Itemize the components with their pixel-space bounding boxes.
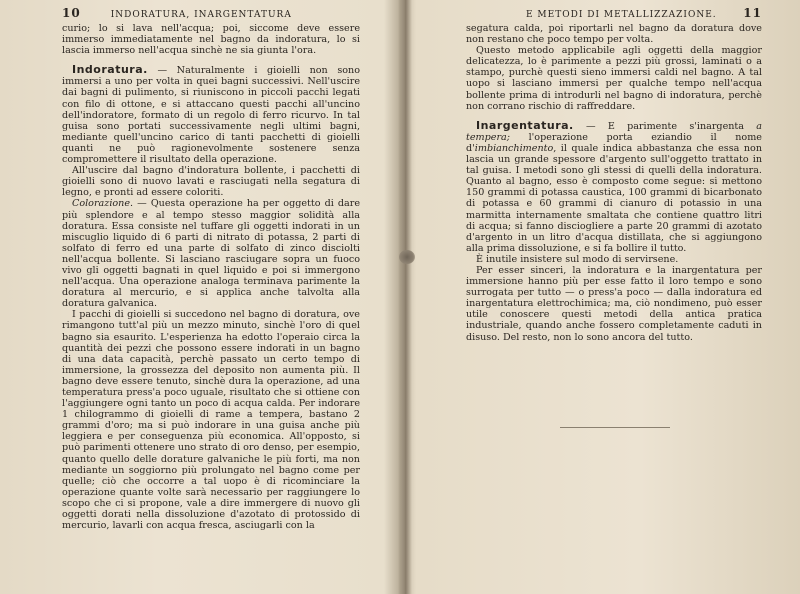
inargentatura-text-c: , il quale indica abbastanza che essa non lascia un grande spessore d'argento sull'oggetto trattato in tal guisa. I metodi sono gli stessi di quelli della indoratura. Quanto al bagno, esso è composto come segue: si mettono 150 grammi di potassa caustica, 100 grammi di bicarbonato di potassa e 60 grammi di cianuro di potassio in una marmitta internamente smaltata che contiene quattro litri di acqua; si fanno disciogliere a parte 20 grammi di azotato d'argento in un litro d'acqua distillata, che si aggiungono alla prima dissoluzione, e si fa bollire il tutto. [466, 142, 762, 254]
metodo-paragraph: Questo metodo applicabile agli oggetti della maggior delicatezza, lo è parimente a pezzi più grossi, laminati o a stampo, purchè questi sieno immersi caldi nel bagno. A tal uopo si lasciano immersi per qualche tempo nell'acqua bollente prima di introdurli nel bagno di indoratura, perchè non corrano rischio di raffreddare. [466, 45, 762, 112]
section-end-rule [560, 427, 670, 428]
uscire-paragraph: All'uscire dal bagno d'indoratura bollente, i pacchetti di gioielli sono di nuovo lavati e rasciugati nella segatura di legno, e pronti ad essere coloriti. [62, 165, 360, 199]
right-running-title: E METODI DI METALLIZZAZIONE. [526, 10, 717, 20]
pacchi-paragraph: I pacchi di gioielli si succedono nel bagno di doratura, ove rimangono tutt'al più un mezzo minuto, sinchè l'oro di quel bagno sia esaurito. L'esperienza ha edotto l'operaio circa la quantità dei pezzi che possono essere indorati in un bagno di una data capacità, perchè passato un certo tempo di immersione, la grossezza del deposito non aumenta più. Il bagno deve essere tenuto, sinchè dura la operazione, ad una temperatura press'a poco uguale, risultato che si ottiene con l'aggiungere ogni tanto un poco di acqua calda. Per indorare 1 chilogrammo di gioielli di rame a tempera, bastano 2 grammi d'oro; ma si può indorare in una guisa anche più leggiera e per conseguenza più economica. All'opposto, si può parimenti ottenere uno strato di oro denso, per esempio, quanto quello delle dorature galvaniche le più forti, ma non mediante un soggiorno più prolungato nel bagno come per quelle; ciò che occorre a tal uopo è di ricominciare la operazione quante volte sarà necessario per raggiungere lo scopo che ci si propone, vale a dire immergere di nuovo gli oggetti dorati nella dissoluzione d'azotato di protossido di mercurio, lavarli con acqua fresca, asciugarli con la [62, 309, 360, 532]
colorazione-heading: Colorazione. [72, 198, 134, 210]
left-body-text [62, 23, 360, 531]
inargentatura-italic-tempera: a tempera; [466, 120, 762, 143]
left-page-number: 10 [62, 6, 81, 20]
inargentatura-heading: Inargentatura. [476, 118, 574, 132]
right-body-text [466, 23, 762, 343]
inargentatura-text-a: — E parimente s'inargenta [573, 120, 757, 132]
left-running-title: INDORATURA, INARGENTATURA [110, 10, 292, 20]
left-paragraph-continued: curio; lo si lava nell'acqua; poi, siccome deve essere immerso immediatamente nel bagno da indoratura, lo si lascia immerso nell'acqua sinchè ne sia giunta l'ora. [62, 23, 360, 57]
inargentatura-text-b: l'operazione porta eziandio il nome d' [466, 131, 762, 154]
indoratura-heading: Indoratura. [72, 63, 148, 77]
inargentatura-italic-imbianchimento: imbianchimento [474, 142, 554, 154]
colorazione-paragraph [62, 198, 360, 309]
colorazione-text: — Questa operazione ha per oggetto di dare più splendore e al tempo stesso maggior solidità alla doratura. Essa consiste nel tuffare gli oggetti indorati in un miscuglio liquido di 6 parti di nitrato di potassa, 2 parti di solfato di ferro ed una parte di solfato di zinco disciolti nell'acqua bollente. Si lasciano rasciugare sopra un fuoco vivo gli oggetti bagnati in quel liquido e poi si immergono nell'acqua. Una operazione analoga terminava parimente la doratura al mercurio, e si applica anche talvolta alla doratura galvanica. [62, 198, 360, 310]
indoratura-paragraph [62, 64, 360, 165]
right-page [410, 0, 800, 594]
right-paragraph-continued: segatura calda, poi riportarli nel bagno da doratura dove non restano che poco tempo per volta. [466, 23, 762, 46]
inutile-paragraph: È inutile insistere sul modo di servirsene. [476, 253, 679, 265]
inargentatura-paragraph [466, 120, 762, 254]
indoratura-text: — Naturalmente i gioielli non sono immersi a uno per volta in quei bagni successivi. Nell'uscire dai bagni di pulimento, si riuniscono in piccoli pacchi legati con filo di ottone, e si attaccano questi pacchi all'uncino dell'indoratore, formato di un regolo di ferro ricurvo. In tal guisa sono portati successivamente negli ultimi bagni, mediante quell'uncino carico di tanti pacchetti di gioielli quanti ne può ragionevolmente sostenere senza compromettere il risultato della operazione. [62, 65, 360, 166]
right-running-head [466, 6, 762, 23]
sinceri-paragraph: Per esser sinceri, la indoratura e la inargentatura per immersione hanno più per esse fatto il loro tempo e sono surrogata per tutto — o press'a poco — dalla indoratura ed inargentatura elettrochimica; ma, ciò nondimeno, può esser utile conoscere questi metodi della antica pratica industriale, quando anche fossero completamente caduti in disuso. Del resto, non lo sono ancora del tutto. [466, 264, 762, 343]
left-running-head [62, 6, 360, 23]
right-page-number: 11 [743, 6, 762, 20]
